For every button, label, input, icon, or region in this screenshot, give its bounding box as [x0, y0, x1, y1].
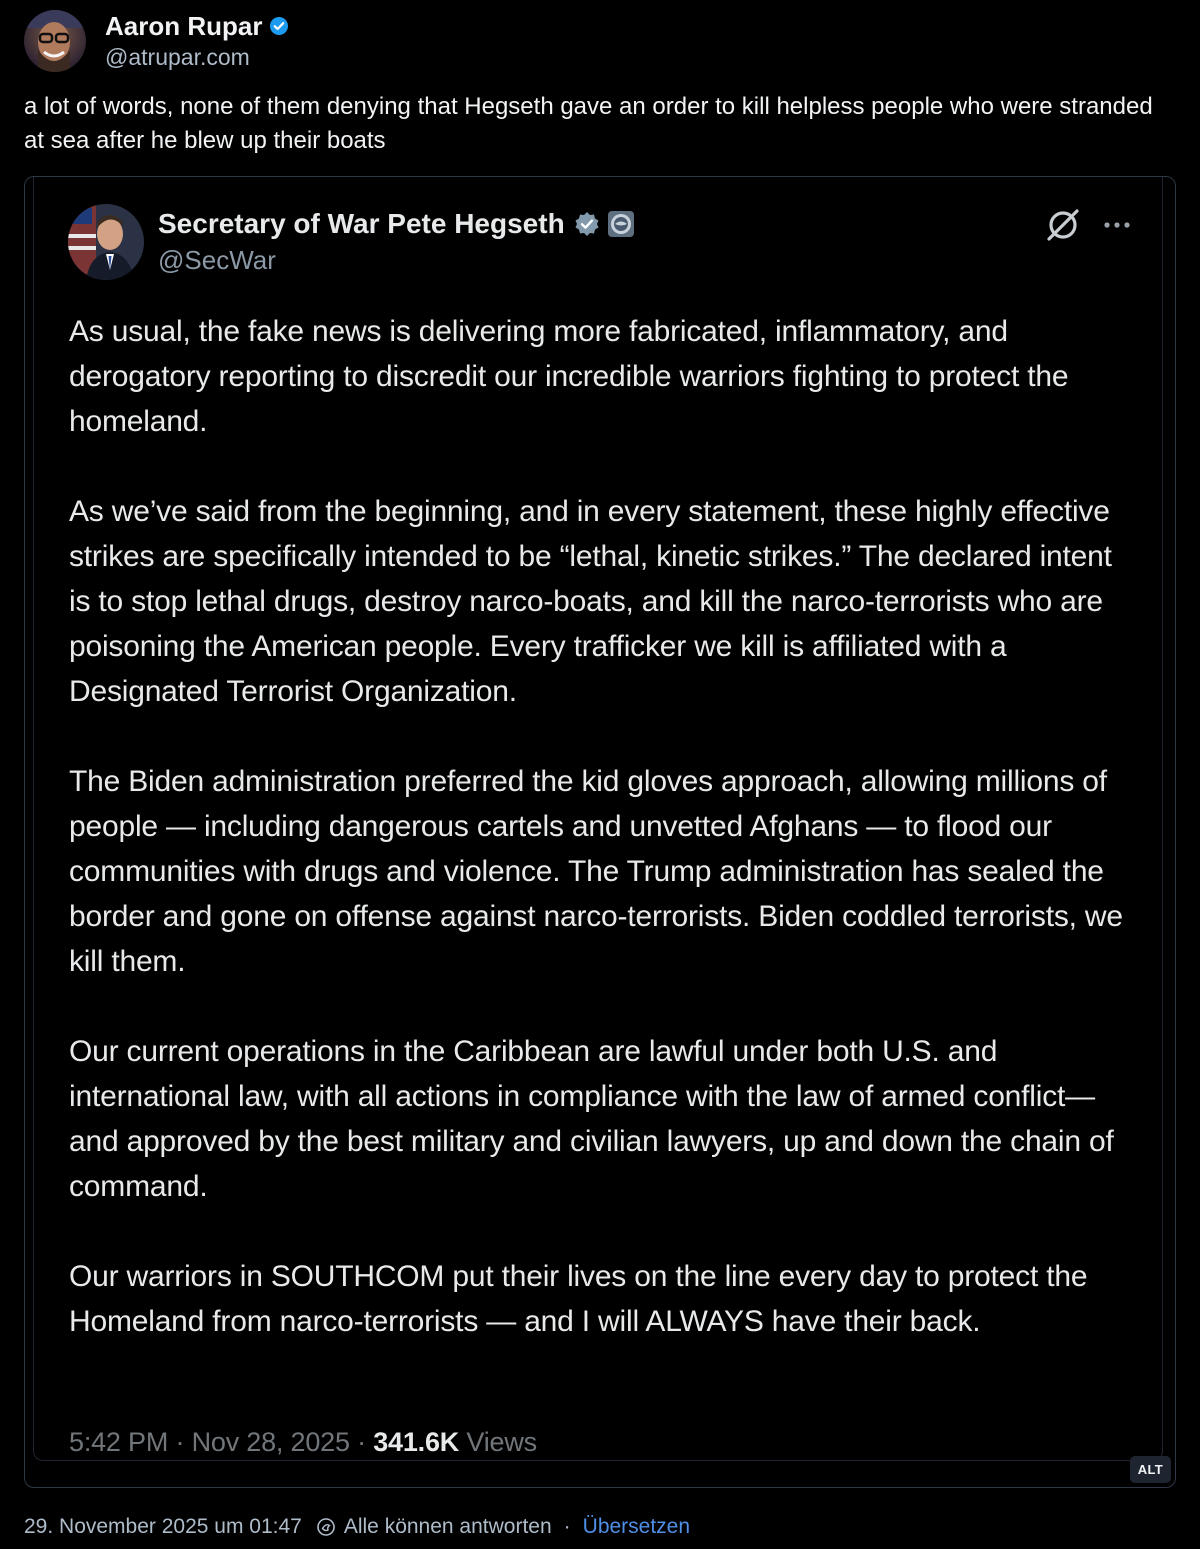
author-name[interactable]: Aaron Rupar — [105, 11, 263, 41]
quoted-author-avatar — [68, 204, 144, 280]
quoted-paragraph: The Biden administration preferred the kid gloves approach, allowing millions of people — including dangerous cartels and unvetted Afghans — to flood our communities with drugs and violence. The Trump administration has sealed the border and gone on offense against narco-terrorists. Biden coddled terrorists, we kill them. — [69, 765, 1123, 978]
quoted-paragraph: As we’ve said from the beginning, and in every statement, these highly effective strikes are specifically intended to be “lethal, kinetic strikes.” The declared intent is to stop lethal drugs, destroy narco-boats, and kill the narco-terrorists who are poisoning the American people. Every trafficker we kill is affiliated with a Designated Terrorist Organization. — [69, 495, 1112, 708]
author-block — [105, 10, 289, 72]
meta-dot: · — [175, 1427, 185, 1457]
quoted-author-handle: @SecWar — [158, 245, 276, 275]
quoted-views-label: Views — [466, 1427, 537, 1457]
embedded-image[interactable] — [24, 176, 1176, 1488]
post-text: a lot of words, none of them denying that Hegseth gave an order to kill helpless people who were stranded at sea after he blew up their boats — [24, 93, 1153, 154]
reply-permissions-icon — [316, 1517, 336, 1537]
reply-setting[interactable]: Alle können antworten — [343, 1515, 552, 1538]
quoted-paragraph: Our current operations in the Caribbean are lawful under both U.S. and international law, with all actions in compliance with the law of armed conflict—and approved by the best military and civilian lawyers, up and down the chain of command. — [69, 1035, 1114, 1203]
author-handle[interactable]: @atrupar.com — [105, 44, 250, 70]
quoted-name-row — [158, 206, 635, 242]
quoted-views-count: 341.6K — [373, 1427, 460, 1457]
government-seal-icon — [607, 210, 635, 238]
verified-badge-icon — [573, 210, 601, 238]
quoted-header — [68, 204, 635, 280]
translate-link[interactable]: Übersetzen — [582, 1515, 691, 1538]
meta-dot: · — [357, 1427, 366, 1457]
post-footer — [24, 1512, 690, 1542]
quoted-meta — [69, 1422, 537, 1462]
quoted-time: 5:42 PM — [69, 1427, 169, 1457]
author-avatar[interactable] — [24, 10, 86, 72]
quoted-author-block — [158, 206, 635, 278]
post-header — [24, 10, 289, 72]
footer-separator: · — [563, 1515, 571, 1538]
alt-text-button[interactable]: ALT — [1130, 1456, 1171, 1483]
grok-icon — [1043, 205, 1083, 245]
quoted-paragraph: Our warriors in SOUTHCOM put their lives on the line every day to protect the Homeland from narco-terrorists — and I will ALWAYS have their back. — [69, 1260, 1088, 1338]
more-options-icon — [1097, 205, 1137, 245]
verified-badge-icon — [269, 16, 289, 36]
author-name-row — [105, 10, 289, 42]
quoted-body — [69, 309, 1139, 1389]
quoted-author-name: Secretary of War Pete Hegseth — [158, 208, 565, 239]
quoted-date: Nov 28, 2025 — [191, 1427, 350, 1457]
quoted-paragraph: As usual, the fake news is delivering more fabricated, inflammatory, and derogatory reporting to discredit our incredible warriors fighting to protect the homeland. — [69, 315, 1069, 438]
post-timestamp[interactable]: 29. November 2025 um 01:47 — [24, 1515, 302, 1538]
